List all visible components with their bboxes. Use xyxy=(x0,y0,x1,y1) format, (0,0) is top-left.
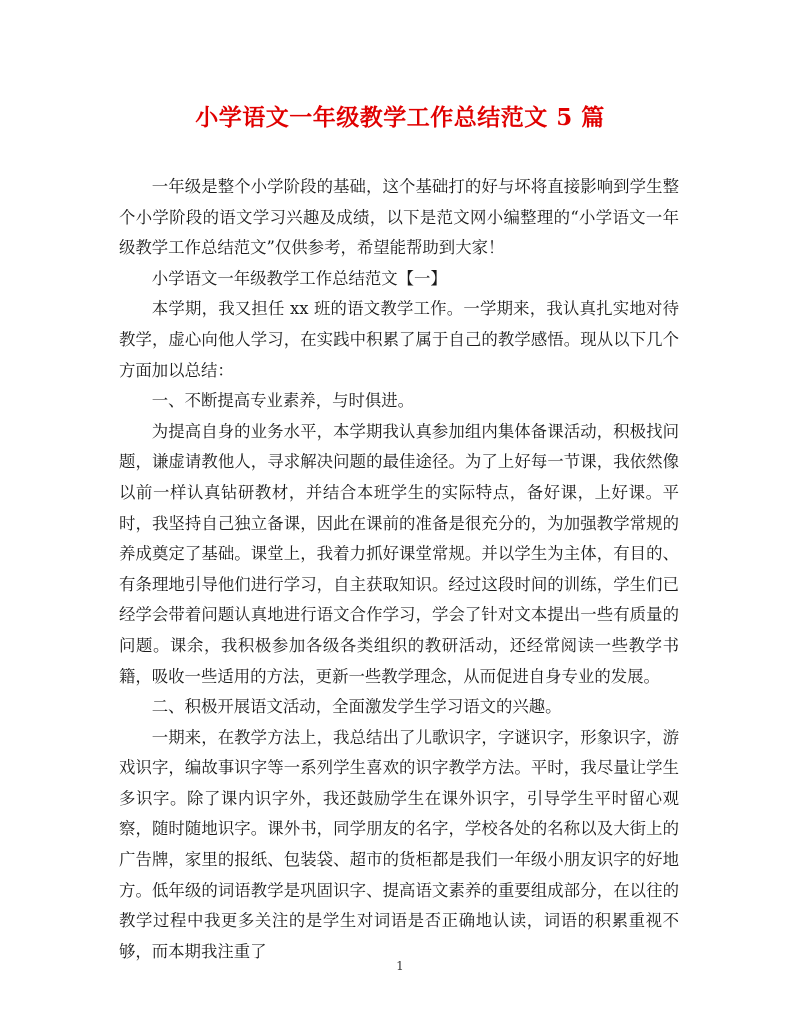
intro-paragraph: 一年级是整个小学阶段的基础，这个基础打的好与坏将直接影响到学生整个小学阶段的语文学习兴趣及成绩，以下是范文网小编整理的“小学语文一年级教学工作总结范文”仅供参考，希望能帮助到大家！ xyxy=(119,177,679,258)
subheading-one: 一、不断提高专业素养，与时俱进。 xyxy=(151,391,415,411)
subheading-two: 二、积极开展语文活动，全面激发学生学习语文的兴趣。 xyxy=(151,697,562,717)
document-title: 小学语文一年级教学工作总结范文 5 篇 xyxy=(195,104,605,131)
section-heading-one: 小学语文一年级教学工作总结范文【一】 xyxy=(151,268,447,288)
page-number: 1 xyxy=(396,959,404,973)
body-paragraph: 为提高自身的业务水平，本学期我认真参加组内集体备课活动，积极找问题，谦虚请教他人，寻求解决问题的最佳途径。为了上好每一节课，我依然像以前一样认真钻研教材，并结合本班学生的实际特点，备好课，上好课。平时，我坚持自己独立备课，因此在课前的准备是很充分的，为加强教学常规的养成奠定了基础。课堂上，我着力抓好课堂常规。并以学生为主体，有目的、有条理地引导他们进行学习，自主获取知识。经过这段时间的训练，学生们已经学会带着问题认真地进行语文合作学习，学会了针对文本提出一些有质量的问题。课余，我积极参加各级各类组织的教研活动，还经常阅读一些教学书籍，吸收一些适用的方法，更新一些教学理念，从而促进自身专业的发展。 xyxy=(119,421,679,686)
body-paragraph: 一期来，在教学方法上，我总结出了儿歌识字，字谜识字，形象识字，游戏识字，编故事识字等一系列学生喜欢的识字教学方法。平时，我尽量让学生多识字。除了课内识字外，我还鼓励学生在课外识字，引导学生平时留心观察，随时随地识字。课外书，同学朋友的名字，学校各处的名称以及大街上的广告牌，家里的报纸、包装袋、超市的货柜都是我们一年级小朋友识字的好地方。低年级的词语教学是巩固识字、提高语文素养的重要组成部分，在以往的教学过程中我更多关注的是学生对词语是否正确地认读，词语的积累重视不够，而本期我注重了 xyxy=(119,727,679,961)
document-body xyxy=(119,172,679,967)
body-paragraph: 本学期，我又担任 xx 班的语文教学工作。一学期来，我认真扎实地对待教学，虚心向他人学习，在实践中积累了属于自己的教学感悟。现从以下几个方面加以总结： xyxy=(119,299,679,380)
